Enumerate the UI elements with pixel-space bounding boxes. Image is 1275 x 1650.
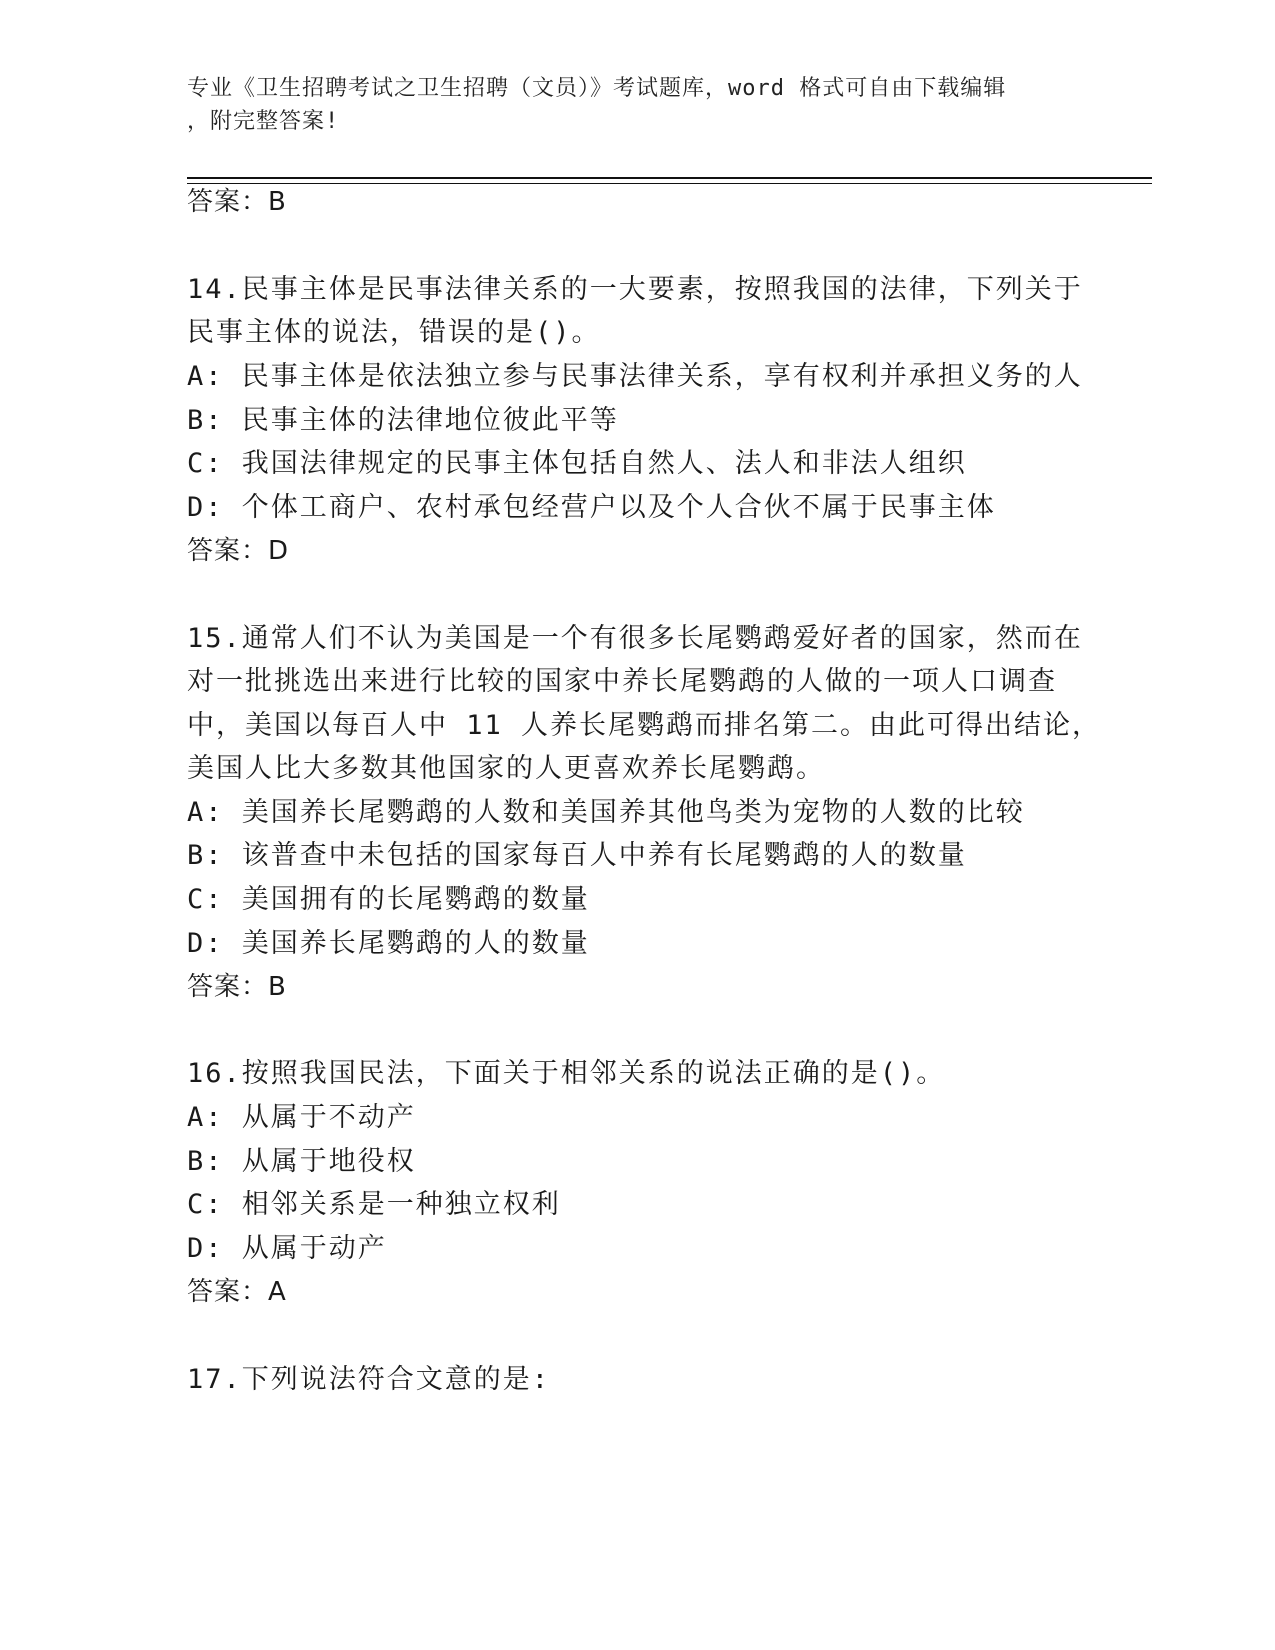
question-stem-line: 14.民事主体是民事法律关系的一大要素，按照我国的法律，下列关于 <box>187 274 1083 305</box>
question-stem-line: 美国人比大多数其他国家的人更喜欢养长尾鹦鹉。 <box>187 753 825 784</box>
question-stem-line: 17.下列说法符合文意的是: <box>187 1364 551 1395</box>
document-header <box>187 72 1087 138</box>
option-d: D: 个体工商户、农村承包经营户以及个人合伙不属于民事主体 <box>187 492 996 523</box>
question-stem-line: 民事主体的说法，错误的是()。 <box>187 317 601 348</box>
header-line-1: 专业《卫生招聘考试之卫生招聘（文员）》考试题库，word 格式可自由下载编辑 <box>187 76 1007 101</box>
answer-q13: 答案：B <box>187 187 287 217</box>
question-stem-line: 中，美国以每百人中 11 人养长尾鹦鹉而排名第二。由此可得出结论， <box>187 710 1102 741</box>
question-stem-line: 15.通常人们不认为美国是一个有很多长尾鹦鹉爱好者的国家，然而在 <box>187 623 1083 654</box>
option-c: C: 相邻关系是一种独立权利 <box>187 1189 561 1220</box>
option-c: C: 我国法律规定的民事主体包括自然人、法人和非法人组织 <box>187 448 967 479</box>
question-stem-line: 对一批挑选出来进行比较的国家中养长尾鹦鹉的人做的一项人口调查 <box>187 666 1057 697</box>
option-d: D: 美国养长尾鹦鹉的人的数量 <box>187 928 590 959</box>
answer-q16: 答案：A <box>187 1277 287 1307</box>
header-divider-thick <box>187 177 1152 179</box>
header-divider-thin <box>187 183 1152 184</box>
answer-q15: 答案：B <box>187 972 287 1002</box>
answer-q14: 答案：D <box>187 536 290 566</box>
option-b: B: 民事主体的法律地位彼此平等 <box>187 405 619 436</box>
question-stem-line: 16.按照我国民法，下面关于相邻关系的说法正确的是()。 <box>187 1058 946 1089</box>
option-d: D: 从属于动产 <box>187 1233 387 1264</box>
header-line-2: ，附完整答案! <box>187 109 340 134</box>
option-a: A: 民事主体是依法独立参与民事法律关系，享有权利并承担义务的人 <box>187 361 1083 392</box>
option-b: B: 从属于地役权 <box>187 1146 416 1177</box>
option-a: A: 从属于不动产 <box>187 1102 416 1133</box>
option-c: C: 美国拥有的长尾鹦鹉的数量 <box>187 884 590 915</box>
option-a: A: 美国养长尾鹦鹉的人数和美国养其他鸟类为宠物的人数的比较 <box>187 797 1025 828</box>
option-b: B: 该普查中未包括的国家每百人中养有长尾鹦鹉的人的数量 <box>187 840 967 871</box>
